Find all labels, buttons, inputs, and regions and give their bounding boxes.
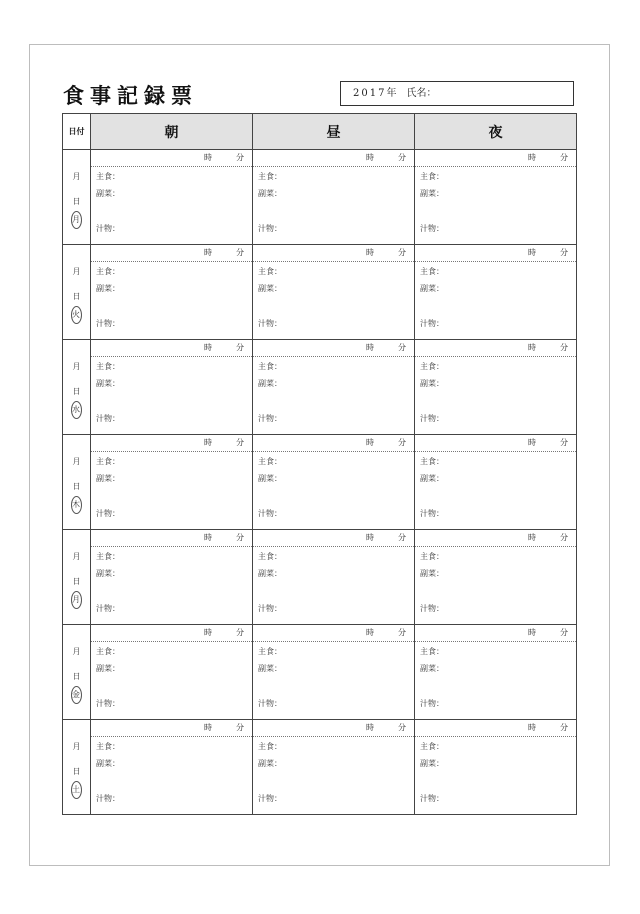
- staple-label: 主食：: [96, 742, 120, 751]
- side-dish-label: 副菜：: [420, 379, 444, 388]
- staple-label: 主食：: [420, 742, 444, 751]
- dinner-cell[interactable]: [415, 245, 577, 340]
- hour-label: 時: [204, 628, 212, 637]
- dinner-cell[interactable]: [415, 435, 577, 530]
- minute-label: 分: [398, 248, 406, 257]
- soup-label: 汁物：: [420, 224, 444, 233]
- soup-label: 汁物：: [420, 414, 444, 423]
- weekday-label: 水: [71, 401, 82, 419]
- side-dish-label: 副菜：: [420, 664, 444, 673]
- year-text: 2017年: [353, 88, 399, 99]
- time-line: [415, 340, 576, 357]
- staple-label: 主食：: [420, 457, 444, 466]
- minute-label: 分: [398, 723, 406, 732]
- month-label: 月: [72, 552, 81, 561]
- time-line: [415, 625, 576, 642]
- date-cell[interactable]: [63, 340, 91, 435]
- day-row: [63, 530, 577, 625]
- minute-label: 分: [398, 533, 406, 542]
- time-line: [253, 435, 414, 452]
- lunch-cell[interactable]: [253, 150, 415, 245]
- staple-label: 主食：: [96, 362, 120, 371]
- soup-label: 汁物：: [258, 794, 282, 803]
- hour-label: 時: [204, 248, 212, 257]
- soup-label: 汁物：: [96, 604, 120, 613]
- day-label: 日: [72, 767, 81, 776]
- lunch-cell[interactable]: [253, 720, 415, 815]
- time-line: [91, 625, 252, 642]
- soup-label: 汁物：: [258, 699, 282, 708]
- name-box: [340, 81, 574, 106]
- time-line: [253, 245, 414, 262]
- time-line: [253, 625, 414, 642]
- breakfast-cell[interactable]: [91, 720, 253, 815]
- date-cell[interactable]: [63, 435, 91, 530]
- time-line: [415, 435, 576, 452]
- dinner-column-header: 夜: [415, 114, 577, 150]
- minute-label: 分: [236, 723, 244, 732]
- soup-label: 汁物：: [420, 604, 444, 613]
- staple-label: 主食：: [420, 267, 444, 276]
- soup-label: 汁物：: [96, 699, 120, 708]
- time-line: [415, 245, 576, 262]
- weekday-label: 金: [71, 686, 82, 704]
- side-dish-label: 副菜：: [96, 664, 120, 673]
- soup-label: 汁物：: [258, 224, 282, 233]
- soup-label: 汁物：: [96, 319, 120, 328]
- staple-label: 主食：: [420, 172, 444, 181]
- table-header-row: [63, 114, 577, 150]
- time-line: [415, 530, 576, 547]
- staple-label: 主食：: [420, 552, 444, 561]
- side-dish-label: 副菜：: [96, 189, 120, 198]
- time-line: [253, 530, 414, 547]
- date-cell[interactable]: [63, 530, 91, 625]
- lunch-cell[interactable]: [253, 530, 415, 625]
- hour-label: 時: [204, 153, 212, 162]
- soup-label: 汁物：: [96, 414, 120, 423]
- hour-label: 時: [204, 533, 212, 542]
- weekday-label: 土: [71, 781, 82, 799]
- minute-label: 分: [236, 248, 244, 257]
- staple-label: 主食：: [96, 647, 120, 656]
- hour-label: 時: [366, 248, 374, 257]
- side-dish-label: 副菜：: [96, 759, 120, 768]
- minute-label: 分: [560, 153, 568, 162]
- hour-label: 時: [366, 343, 374, 352]
- day-row: [63, 150, 577, 245]
- minute-label: 分: [560, 438, 568, 447]
- breakfast-cell[interactable]: [91, 530, 253, 625]
- minute-label: 分: [236, 343, 244, 352]
- dinner-cell[interactable]: [415, 530, 577, 625]
- soup-label: 汁物：: [420, 794, 444, 803]
- time-line: [253, 720, 414, 737]
- hour-label: 時: [204, 723, 212, 732]
- time-line: [91, 340, 252, 357]
- soup-label: 汁物：: [258, 604, 282, 613]
- side-dish-label: 副菜：: [96, 569, 120, 578]
- day-row: [63, 245, 577, 340]
- date-cell[interactable]: [63, 625, 91, 720]
- day-label: 日: [72, 482, 81, 491]
- hour-label: 時: [366, 153, 374, 162]
- lunch-cell[interactable]: [253, 340, 415, 435]
- time-line: [415, 150, 576, 167]
- dinner-cell[interactable]: [415, 150, 577, 245]
- staple-label: 主食：: [420, 362, 444, 371]
- day-label: 日: [72, 292, 81, 301]
- staple-label: 主食：: [258, 362, 282, 371]
- time-line: [253, 340, 414, 357]
- side-dish-label: 副菜：: [258, 379, 282, 388]
- month-label: 月: [72, 742, 81, 751]
- day-label: 日: [72, 577, 81, 586]
- time-line: [91, 435, 252, 452]
- weekday-label: 月: [71, 211, 82, 229]
- hour-label: 時: [528, 248, 536, 257]
- minute-label: 分: [560, 533, 568, 542]
- side-dish-label: 副菜：: [258, 284, 282, 293]
- staple-label: 主食：: [258, 647, 282, 656]
- soup-label: 汁物：: [258, 319, 282, 328]
- hour-label: 時: [366, 438, 374, 447]
- lunch-column-header: 昼: [253, 114, 415, 150]
- minute-label: 分: [398, 153, 406, 162]
- day-row: [63, 625, 577, 720]
- date-cell[interactable]: [63, 245, 91, 340]
- staple-label: 主食：: [258, 172, 282, 181]
- hour-label: 時: [366, 723, 374, 732]
- day-row: [63, 720, 577, 815]
- minute-label: 分: [560, 248, 568, 257]
- day-label: 日: [72, 672, 81, 681]
- soup-label: 汁物：: [258, 509, 282, 518]
- side-dish-label: 副菜：: [96, 474, 120, 483]
- minute-label: 分: [560, 723, 568, 732]
- side-dish-label: 副菜：: [258, 474, 282, 483]
- hour-label: 時: [528, 343, 536, 352]
- month-label: 月: [72, 647, 81, 656]
- hour-label: 時: [528, 723, 536, 732]
- lunch-cell[interactable]: [253, 625, 415, 720]
- side-dish-label: 副菜：: [420, 474, 444, 483]
- staple-label: 主食：: [96, 457, 120, 466]
- day-row: [63, 340, 577, 435]
- hour-label: 時: [366, 628, 374, 637]
- lunch-cell[interactable]: [253, 435, 415, 530]
- day-label: 日: [72, 197, 81, 206]
- soup-label: 汁物：: [420, 699, 444, 708]
- soup-label: 汁物：: [96, 509, 120, 518]
- month-label: 月: [72, 267, 81, 276]
- meal-record-table: [62, 113, 577, 815]
- breakfast-column-header: 朝: [91, 114, 253, 150]
- time-line: [91, 720, 252, 737]
- time-line: [415, 720, 576, 737]
- minute-label: 分: [398, 628, 406, 637]
- time-line: [91, 245, 252, 262]
- side-dish-label: 副菜：: [420, 759, 444, 768]
- date-column-header: 日付: [63, 114, 91, 150]
- date-cell[interactable]: [63, 720, 91, 815]
- side-dish-label: 副菜：: [258, 759, 282, 768]
- month-label: 月: [72, 362, 81, 371]
- dinner-cell[interactable]: [415, 625, 577, 720]
- minute-label: 分: [236, 153, 244, 162]
- breakfast-cell[interactable]: [91, 625, 253, 720]
- time-line: [91, 530, 252, 547]
- hour-label: 時: [528, 438, 536, 447]
- side-dish-label: 副菜：: [96, 284, 120, 293]
- side-dish-label: 副菜：: [420, 569, 444, 578]
- breakfast-cell[interactable]: [91, 435, 253, 530]
- soup-label: 汁物：: [96, 794, 120, 803]
- month-label: 月: [72, 172, 81, 181]
- side-dish-label: 副菜：: [258, 189, 282, 198]
- minute-label: 分: [398, 343, 406, 352]
- breakfast-cell[interactable]: [91, 150, 253, 245]
- time-line: [91, 150, 252, 167]
- hour-label: 時: [528, 153, 536, 162]
- date-cell[interactable]: [63, 150, 91, 245]
- staple-label: 主食：: [258, 552, 282, 561]
- weekday-label: 月: [71, 591, 82, 609]
- staple-label: 主食：: [96, 267, 120, 276]
- time-line: [253, 150, 414, 167]
- staple-label: 主食：: [258, 267, 282, 276]
- breakfast-cell[interactable]: [91, 340, 253, 435]
- hour-label: 時: [204, 438, 212, 447]
- staple-label: 主食：: [420, 647, 444, 656]
- side-dish-label: 副菜：: [420, 189, 444, 198]
- name-label: 氏名：: [406, 88, 437, 99]
- minute-label: 分: [560, 343, 568, 352]
- minute-label: 分: [560, 628, 568, 637]
- page-title: 食事記録票: [63, 83, 198, 108]
- breakfast-cell[interactable]: [91, 245, 253, 340]
- lunch-cell[interactable]: [253, 245, 415, 340]
- staple-label: 主食：: [258, 742, 282, 751]
- day-label: 日: [72, 387, 81, 396]
- soup-label: 汁物：: [96, 224, 120, 233]
- minute-label: 分: [236, 438, 244, 447]
- month-label: 月: [72, 457, 81, 466]
- hour-label: 時: [528, 628, 536, 637]
- minute-label: 分: [236, 628, 244, 637]
- hour-label: 時: [366, 533, 374, 542]
- hour-label: 時: [528, 533, 536, 542]
- hour-label: 時: [204, 343, 212, 352]
- weekday-label: 木: [71, 496, 82, 514]
- side-dish-label: 副菜：: [96, 379, 120, 388]
- side-dish-label: 副菜：: [258, 664, 282, 673]
- minute-label: 分: [236, 533, 244, 542]
- staple-label: 主食：: [96, 172, 120, 181]
- side-dish-label: 副菜：: [420, 284, 444, 293]
- soup-label: 汁物：: [258, 414, 282, 423]
- minute-label: 分: [398, 438, 406, 447]
- side-dish-label: 副菜：: [258, 569, 282, 578]
- dinner-cell[interactable]: [415, 340, 577, 435]
- staple-label: 主食：: [258, 457, 282, 466]
- soup-label: 汁物：: [420, 319, 444, 328]
- dinner-cell[interactable]: [415, 720, 577, 815]
- weekday-label: 火: [71, 306, 82, 324]
- day-row: [63, 435, 577, 530]
- staple-label: 主食：: [96, 552, 120, 561]
- soup-label: 汁物：: [420, 509, 444, 518]
